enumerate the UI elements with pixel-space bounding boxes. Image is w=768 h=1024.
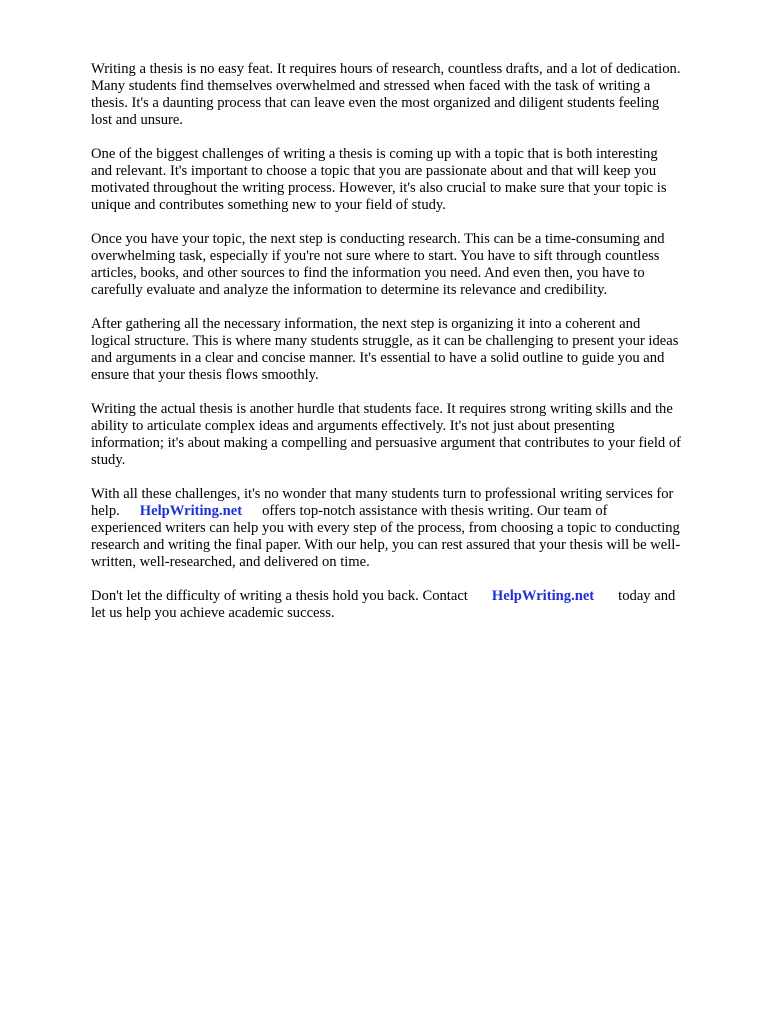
text-line: written, well-researched, and delivered on time.: [91, 554, 370, 570]
text-line-with-link: [91, 588, 721, 605]
text-segment: help.: [91, 503, 120, 519]
text-line: lost and unsure.: [91, 112, 184, 128]
text-line: With all these challenges, it's no wonder that many students turn to professional writing services for: [91, 486, 674, 502]
text-line: carefully evaluate and analyze the information to determine its relevance and credibility.: [91, 282, 608, 298]
paragraph-7: [91, 588, 721, 622]
text-line: let us help you achieve academic success.: [91, 605, 335, 621]
text-line: Many students find themselves overwhelmed and stressed when faced with the task of writing a: [91, 78, 651, 94]
text-segment: Don't let the difficulty of writing a thesis hold you back. Contact: [91, 588, 468, 604]
text-line: Writing a thesis is no easy feat. It requires hours of research, countless drafts, and a lot of dedication.: [91, 61, 681, 77]
text-line: study.: [91, 452, 126, 468]
text-line: articles, books, and other sources to find the information you need. And even then, you have to: [91, 265, 645, 281]
text-line: information; it's about making a compelling and persuasive argument that contributes to your field of: [91, 435, 682, 451]
text-line-with-link: [91, 503, 721, 520]
text-segment: today and: [618, 588, 676, 604]
helpwriting-link[interactable]: HelpWriting.net: [491, 588, 595, 604]
paragraph-1: [91, 61, 721, 129]
helpwriting-link[interactable]: HelpWriting.net: [139, 503, 243, 519]
text-line: Writing the actual thesis is another hurdle that students face. It requires strong writing skills and the: [91, 401, 673, 417]
text-line: motivated throughout the writing process. However, it's also crucial to make sure that your topic is: [91, 180, 667, 196]
text-line: Once you have your topic, the next step is conducting research. This can be a time-consuming and: [91, 231, 665, 247]
text-line: After gathering all the necessary information, the next step is organizing it into a coherent and: [91, 316, 641, 332]
paragraph-2: [91, 146, 721, 214]
text-line: logical structure. This is where many students struggle, as it can be challenging to present your ideas: [91, 333, 679, 349]
text-line: ability to articulate complex ideas and arguments effectively. It's not just about presenting: [91, 418, 615, 434]
text-line: thesis. It's a daunting process that can leave even the most organized and diligent students feeling: [91, 95, 660, 111]
text-segment: offers top-notch assistance with thesis writing. Our team of: [262, 503, 608, 519]
document-body: [91, 61, 721, 639]
paragraph-6: [91, 486, 721, 571]
text-line: unique and contributes something new to your field of study.: [91, 197, 446, 213]
paragraph-3: [91, 231, 721, 299]
text-line: and relevant. It's important to choose a topic that you are passionate about and that will keep you: [91, 163, 657, 179]
text-line: and arguments in a clear and concise manner. It's essential to have a solid outline to guide you and: [91, 350, 665, 366]
text-line: experienced writers can help you with every step of the process, from choosing a topic to conducting: [91, 520, 680, 536]
text-line: ensure that your thesis flows smoothly.: [91, 367, 319, 383]
paragraph-4: [91, 316, 721, 384]
text-line: overwhelming task, especially if you're not sure where to start. You have to sift through countless: [91, 248, 660, 264]
paragraph-5: [91, 401, 721, 469]
text-line: One of the biggest challenges of writing a thesis is coming up with a topic that is both interesting: [91, 146, 658, 162]
text-line: research and writing the final paper. With our help, you can rest assured that your thesis will be well-: [91, 537, 681, 553]
